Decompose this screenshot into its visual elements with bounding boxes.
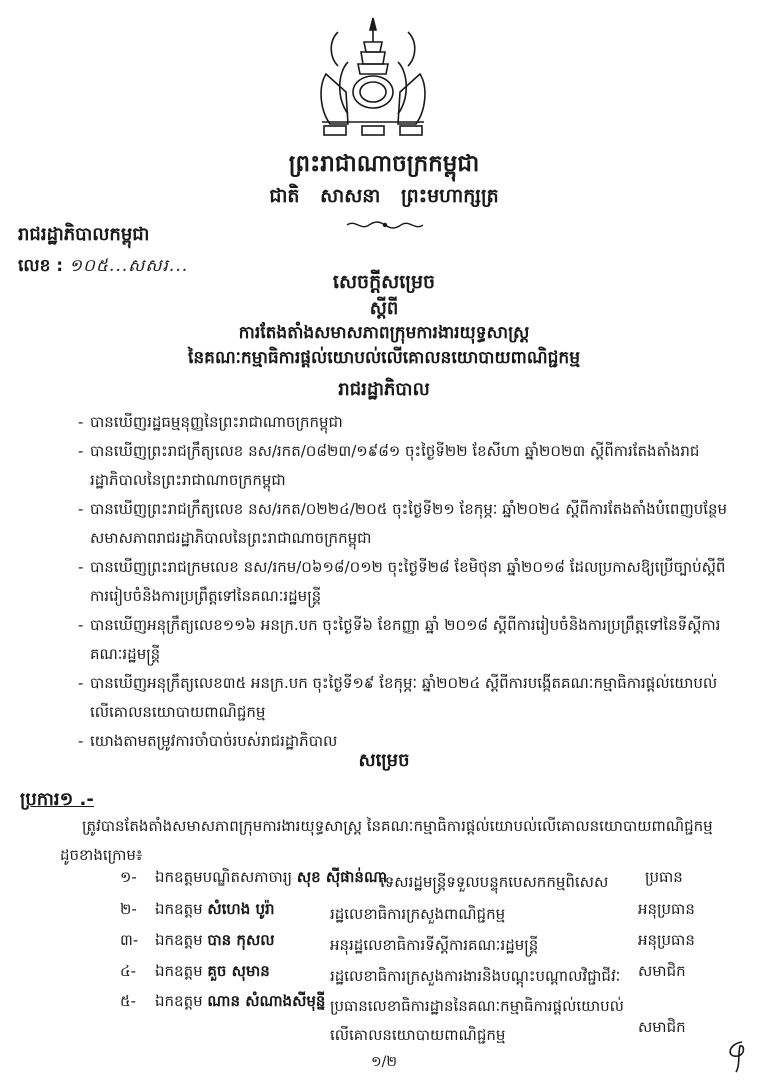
member-number: ១- xyxy=(120,868,137,886)
member-row xyxy=(120,931,720,959)
consideration-item: - បានឃើញព្រះរាជក្រមលេខ នស/រកម/០៦១៨/០១២ ចុះថ្ងៃទី២៨ ខែមិថុនា ឆ្នាំ២០១៨ ដែលប្រកាសឱ្យប្រើច្បាប់ស្តីពីការរៀបចំនិងការប្រព្រឹត្តទៅនៃគណៈរដ្ឋមន្ត្រី xyxy=(78,553,728,611)
royal-arms-emblem-icon xyxy=(308,12,438,142)
title-about: ស្តីពី xyxy=(369,298,399,319)
member-number: ៤- xyxy=(120,962,137,980)
member-name xyxy=(155,962,270,984)
considerations-list xyxy=(78,408,728,756)
member-bold-name: ណាន សំណាងសីមុន្នី xyxy=(207,992,326,1010)
member-bold-name: សំហេង បូរ៉ា xyxy=(207,900,275,918)
member-role: អនុប្រធាន xyxy=(638,931,695,949)
member-name xyxy=(155,868,387,890)
member-name xyxy=(155,900,275,922)
consideration-item: - បានឃើញអនុក្រឹត្យលេខ១១៦ អនក្រ.បក ចុះថ្ងៃទី៦ ខែកញ្ញា ឆ្នាំ ២០១៨ ស្តីពីការរៀបចំនិងការប្រព្រឹត្តទៅនៃទីស្តីការគណៈរដ្ឋមន្ត្រី xyxy=(78,611,728,669)
member-title: អនុរដ្ឋលេខាធិការទីស្តីការគណៈរដ្ឋមន្ត្រី xyxy=(330,936,539,954)
member-name xyxy=(155,931,275,953)
document-number-value: ១០៥...សសរ... xyxy=(69,256,189,276)
member-role: សមាជិក xyxy=(638,1018,686,1036)
title-line-1: ការតែងតាំងសមាសភាពក្រុមការងារយុទ្ធសាស្ត្រ xyxy=(238,323,530,343)
member-prefix: ឯកឧត្តម xyxy=(155,992,203,1010)
handwritten-initial-icon xyxy=(718,1036,758,1076)
member-role: សមាជិក xyxy=(638,962,686,980)
member-name xyxy=(155,992,325,1014)
consideration-item: - បានឃើញរដ្ឋធម្មនុញ្ញនៃព្រះរាជាណាចក្រកម្ពុជា xyxy=(78,408,728,437)
ornamental-divider-icon xyxy=(345,219,425,231)
issuing-authority: រាជរដ្ឋាភិបាល xyxy=(338,379,430,400)
member-bold-name: សុខ ស៊ីផាន់ណា xyxy=(296,868,388,886)
member-row xyxy=(120,962,720,990)
member-title: ប្រធានលេខាធិការដ្ឋាននៃគណៈកម្មាធិការផ្តល់យោបល់លើគោលនយោបាយពាណិជ្ជកម្ម xyxy=(330,997,624,1044)
document-type: សេចក្តីសម្រេច xyxy=(332,271,436,293)
member-bold-name: បាន កុសល xyxy=(207,931,275,949)
member-row xyxy=(120,992,720,1050)
consideration-item: - បានឃើញអនុក្រឹត្យលេខ៣៥ អនក្រ.បក ចុះថ្ងៃទី១៩ ខែកុម្ភៈ ឆ្នាំ២០២៤ ស្តីពីការបង្កើតគណៈកម្មាធិការផ្តល់យោបល់លើគោលនយោបាយពាណិជ្ជកម្ម xyxy=(78,669,728,727)
member-role: អនុប្រធាន xyxy=(638,900,695,918)
member-bold-name: គួច សុមាន xyxy=(207,962,270,980)
member-prefix: ឯកឧត្តម xyxy=(155,962,203,980)
member-title: រដ្ឋលេខាធិការក្រសួងការងារនិងបណ្តុះបណ្តាលវិជ្ជាជីវៈ xyxy=(330,967,621,985)
member-title: រដ្ឋលេខាធិការក្រសួងពាណិជ្ជកម្ម xyxy=(330,905,506,923)
member-number: ៥- xyxy=(120,992,137,1010)
decision-heading: សម្រេច xyxy=(358,750,410,771)
document-number-label: លេខ : xyxy=(18,256,70,276)
member-title: ទេសរដ្ឋមន្ត្រីទទួលបន្ទុកបេសកកម្មពិសេស xyxy=(380,873,609,891)
member-row xyxy=(120,900,720,928)
page-number: ១/២ xyxy=(371,1054,397,1070)
article-1-label: ប្រការ១ .- xyxy=(20,789,94,810)
article-1-text: ត្រូវបានតែងតាំងសមាសភាពក្រុមការងារយុទ្ធសាស្ត្រ នៃគណៈកម្មាធិការផ្តល់យោបល់លើគោលនយោបាយពាណិជ្ជកម្ម ដូចខាងក្រោម៖ xyxy=(60,817,713,864)
member-prefix: ឯកឧត្តម xyxy=(155,931,203,949)
kingdom-heading: ព្រះរាជាណាចក្រកម្ពុជា xyxy=(288,151,480,177)
member-number: ២- xyxy=(120,900,137,918)
member-prefix: ឯកឧត្តមបណ្ឌិតសភាចារ្យ xyxy=(155,868,293,886)
member-row xyxy=(120,868,720,896)
consideration-item: - បានឃើញព្រះរាជក្រឹត្យលេខ នស/រកត/០៨២៣/១៩៨១ ចុះថ្ងៃទី២២ ខែសីហា ឆ្នាំ២០២៣ ស្តីពីការតែងតាំងរាជរដ្ឋាភិបាលនៃព្រះរាជាណាចក្រកម្ពុជា xyxy=(78,437,728,495)
title-line-2: នៃគណៈកម្មាធិការផ្តល់យោបល់លើគោលនយោបាយពាណិជ្ជកម្ម xyxy=(187,348,580,368)
member-role: ប្រធាន xyxy=(645,868,683,886)
member-prefix: ឯកឧត្តម xyxy=(155,900,203,918)
national-motto: ជាតិ សាសនា ព្រះមហាក្សត្រ xyxy=(269,185,499,207)
member-number: ៣- xyxy=(120,931,139,949)
consideration-item: - យោងតាមតម្រូវការចាំបាច់របស់រាជរដ្ឋាភិបាល xyxy=(78,727,728,756)
consideration-item: - បានឃើញព្រះរាជក្រឹត្យលេខ នស/រកត/០២២៤/២០៥ ចុះថ្ងៃទី២១ ខែកុម្ភៈ ឆ្នាំ២០២៤ ស្តីពីការតែងតាំងបំពេញបន្ថែមសមាសភាពរាជរដ្ឋាភិបាលនៃព្រះរាជាណាចក្រកម្ពុជា xyxy=(78,495,728,553)
issuing-government: រាជរដ្ឋាភិបាលកម្ពុជា xyxy=(18,224,150,245)
